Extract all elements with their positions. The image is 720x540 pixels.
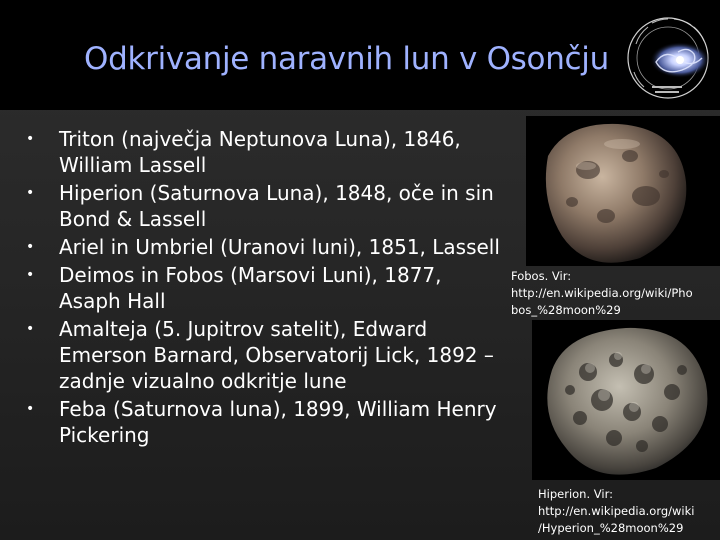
bullet-text: Feba (Saturnova luna), 1899, William Henry Pickering <box>59 397 497 447</box>
bullet-item <box>24 234 504 260</box>
phobos-image-icon <box>526 116 720 266</box>
slide-title: Odkrivanje naravnih lun v Osončju <box>84 41 609 77</box>
caption-line: http://en.wikipedia.org/wiki/Pho <box>511 286 693 300</box>
bullet-text: Hiperion (Saturnova Luna), 1848, oče in sin Bond & Lassell <box>59 181 494 231</box>
bullet-icon: • <box>26 131 35 147</box>
bullet-icon: • <box>26 321 35 337</box>
bullet-icon: • <box>26 239 35 255</box>
bullet-text: Amalteja (5. Jupitrov satelit), Edward Emerson Barnard, Observatorij Lick, 1892 – zadnje vizualno odkritje lune <box>59 317 494 393</box>
bullet-icon: • <box>26 267 35 283</box>
caption-line: http://en.wikipedia.org/wiki <box>538 504 695 518</box>
astronomy-society-logo-icon <box>622 14 720 102</box>
bullet-text: Triton (največja Neptunova Luna), 1846, William Lassell <box>59 127 461 177</box>
caption-line: Fobos. Vir: <box>511 269 572 283</box>
bullet-item <box>24 316 504 394</box>
bullet-list <box>24 126 504 450</box>
bullet-text: Deimos in Fobos (Marsovi Luni), 1877, Asaph Hall <box>59 263 442 313</box>
bullet-item <box>24 262 504 314</box>
hyperion-image-icon <box>532 320 720 480</box>
caption-line: bos_%28moon%29 <box>511 303 621 317</box>
caption-line: /Hyperion_%28moon%29 <box>538 521 684 535</box>
phobos-caption <box>511 268 716 319</box>
hyperion-caption <box>538 486 718 537</box>
caption-line: Hiperion. Vir: <box>538 487 613 501</box>
bullet-icon: • <box>26 401 35 417</box>
bullet-item <box>24 180 504 232</box>
bullet-icon: • <box>26 185 35 201</box>
bullet-text: Ariel in Umbriel (Uranovi luni), 1851, Lassell <box>59 235 500 259</box>
bullet-item <box>24 396 504 448</box>
bullet-item <box>24 126 504 178</box>
